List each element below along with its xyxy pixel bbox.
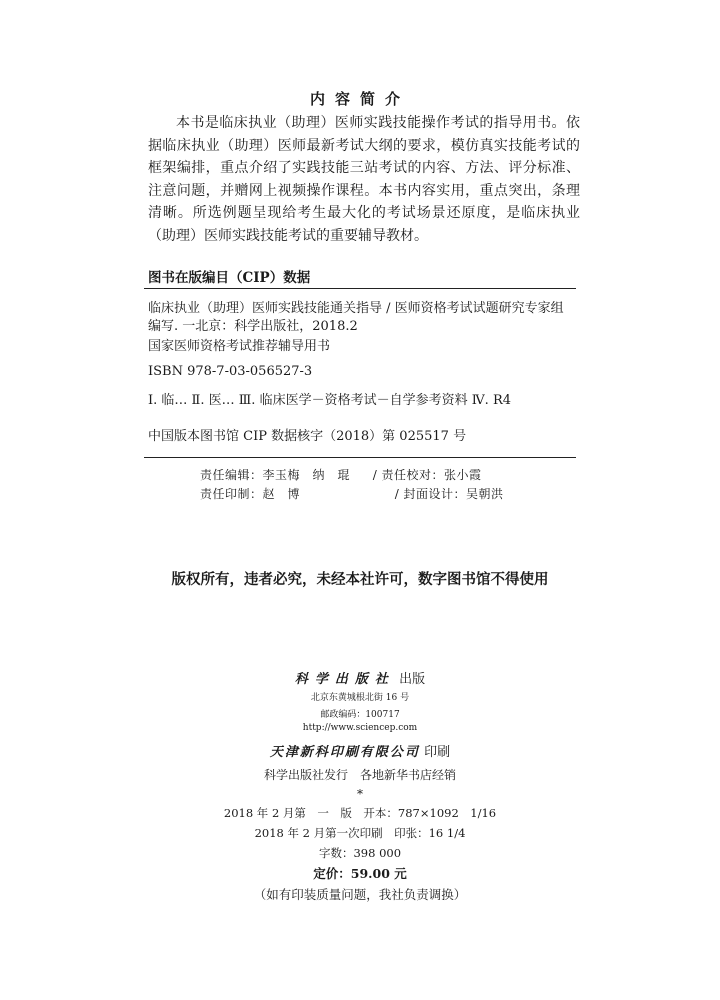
printing-label: 责任印制：: [200, 487, 263, 501]
word-count: 字数：398 000: [318, 846, 402, 860]
cip-top-rule: [144, 288, 576, 289]
editor-label: 责任编辑：: [200, 468, 263, 482]
editor-names: 李玉梅 纳 琨: [262, 468, 351, 482]
cip-heading: 图书在版编目（CIP）数据: [148, 270, 311, 286]
cover-label: / 封面设计：: [394, 487, 467, 501]
proof-label: / 责任校对：: [372, 468, 445, 482]
cip-isbn: ISBN 978-7-03-056527-3: [148, 364, 313, 379]
printer-line: [0, 741, 720, 760]
print-supervisor-name: 赵 博: [262, 487, 301, 501]
publisher-postcode: 邮政编码：100717: [320, 710, 400, 720]
summary-body: 本书是临床执业（助理）医师实践技能操作考试的指导用书。依据临床执业（助理）医师最新考试大纲的要求，模仿真实技能考试的框架编排，重点介绍了实践技能三站考试的内容、方法、评分标准、注意问题，并赠网上视频操作课程。本书内容实用，重点突出，条理清晰。所选例题呈现给考生最大化的考试场景还原度，是临床执业（助理）医师实践技能考试的重要辅导教材。: [148, 115, 580, 244]
staff-line-printing: [200, 485, 504, 502]
cover-designer-name: 吴朝洪: [466, 487, 504, 501]
publisher-website: http://www.sciencep.com: [302, 723, 418, 733]
publisher-action: 出版: [399, 672, 426, 687]
price: 定价：59.00 元: [313, 866, 407, 881]
copyright-notice: 版权所有，违者必究，未经本社许可，数字图书馆不得使用: [171, 572, 549, 588]
printer-logo: 天津新科印刷有限公司: [269, 745, 420, 760]
cip-bottom-rule: [144, 457, 576, 458]
proofreader-name: 张小霞: [444, 468, 482, 482]
publisher-address: 北京东黄城根北街 16 号: [310, 693, 410, 703]
staff-line-editors: [200, 466, 482, 483]
cip-series: 国家医师资格考试推荐辅导用书: [148, 339, 331, 354]
publisher-logo: 科学出版社: [294, 672, 395, 687]
publisher-line: [0, 668, 720, 687]
separator-star: *: [357, 787, 363, 801]
edition-line: 2018 年 2 月第 一 版 开本：787×1092 1/16: [223, 806, 497, 820]
quality-notice: （如有印装质量问题，我社负责调换）: [253, 887, 467, 902]
distribution-line: 科学出版社发行 各地新华书店经销: [263, 768, 456, 782]
printing-line: 2018 年 2 月第一次印刷 印张：16 1/4: [254, 826, 466, 840]
cip-data-number: 中国版本图书馆 CIP 数据核字（2018）第 025517 号: [148, 429, 467, 444]
printer-action: 印刷: [424, 745, 451, 760]
cip-classification: Ⅰ. 临… Ⅱ. 医… Ⅲ. 临床医学－资格考试－自学参考资料 Ⅳ. R4: [148, 393, 512, 408]
summary-title: 内容简介: [309, 90, 410, 108]
cip-title-line: 临床执业（助理）医师实践技能通关指导 / 医师资格考试试题研究专家组编写. 一北京：科学出版社，2018.2: [148, 301, 564, 334]
